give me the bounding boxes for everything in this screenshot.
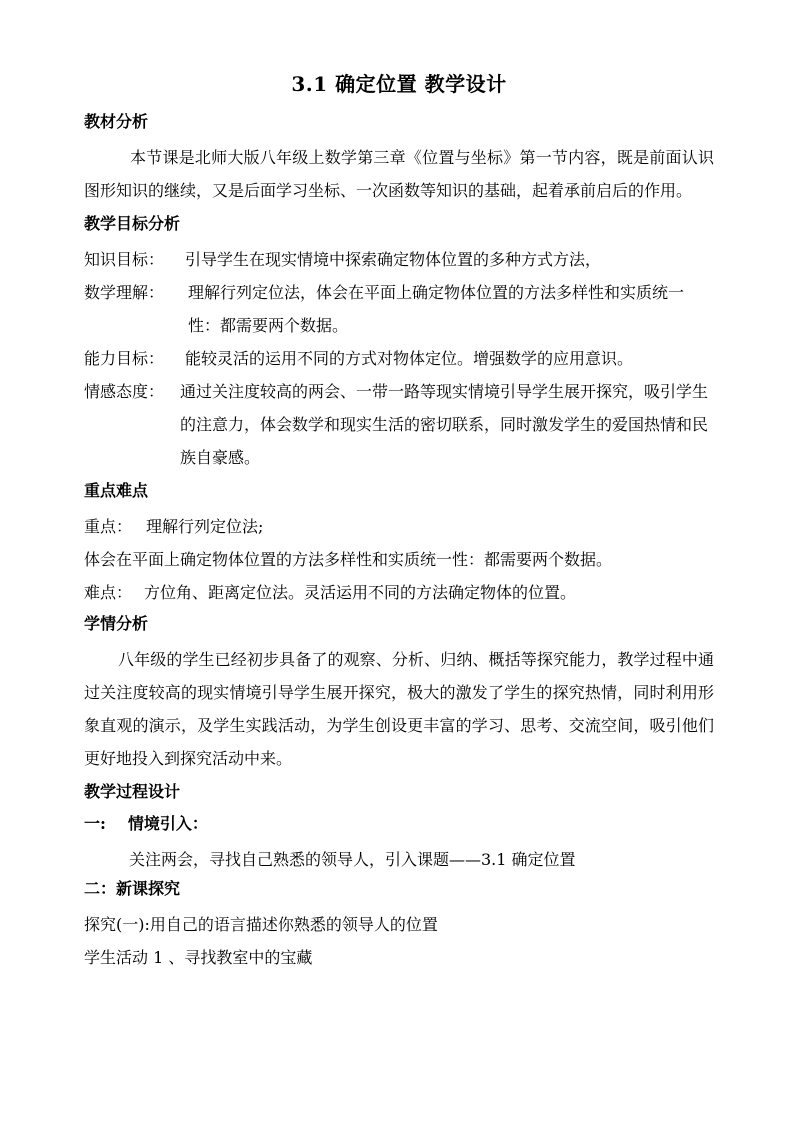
- objective-label: 知识目标：: [84, 250, 165, 269]
- heading-student-analysis: 学情分析: [84, 614, 149, 633]
- objective-row-understanding: [84, 276, 714, 342]
- objective-row-ability: [84, 342, 714, 375]
- objective-value: 通过关注度较高的两会、一带一路等现实情境引导学生展开探究，吸引学生的注意力，体会数学和现实生活的密切联系，同时激发学生的爱国热情和民族自豪感。: [180, 382, 709, 467]
- difficult-point-label: 难点：: [84, 583, 133, 602]
- objective-value: 理解行列定位法，体会在平面上确定物体位置的方法多样性和实质统一性：都需要两个数据。: [188, 283, 685, 335]
- part2-heading: 二：新课探究: [84, 879, 181, 898]
- objective-label: 情感态度：: [84, 382, 165, 401]
- heading-textbook-analysis: 教材分析: [84, 112, 149, 131]
- key-point-extra: 体会在平面上确定物体位置的方法多样性和实质统一性：都需要两个数据。: [84, 550, 613, 569]
- heading-objectives: 教学目标分析: [84, 214, 181, 233]
- objective-label: 能力目标：: [84, 349, 165, 368]
- part1-text: 关注两会，寻找自己熟悉的领导人，引入课题——3.1 确定位置: [129, 850, 576, 869]
- difficult-point-value: 方位角、距离定位法。灵活运用不同的方法确定物体的位置。: [144, 583, 577, 602]
- part1-title: 情境引入：: [127, 814, 208, 833]
- heading-teaching-process: 教学过程设计: [84, 782, 181, 801]
- objective-row-knowledge: [84, 243, 714, 276]
- objective-value: 引导学生在现实情境中探索确定物体位置的多种方式方法，: [185, 250, 602, 269]
- key-point-label: 重点：: [84, 517, 133, 536]
- textbook-analysis-paragraph: 本节课是北师大版八年级上数学第三章《位置与坐标》第一节内容，既是前面认识图形知识的继续，又是后面学习坐标、一次函数等知识的基础，起着承前启后的作用。: [84, 148, 714, 200]
- student-analysis-paragraph: 八年级的学生已经初步具备了的观察、分析、归纳、概括等探究能力，教学过程中通过关注度较高的现实情境引导学生展开探究，极大的激发了学生的探究热情，同时利用形象直观的演示，及学生实践活动，为学生创设更丰富的学习、思考、交流空间，吸引他们更好地投入到探究活动中来。: [84, 650, 714, 768]
- page-title: 3.1 确定位置 教学设计: [291, 72, 507, 96]
- explore1-line: 探究(一):用自己的语言描述你熟悉的领导人的位置: [84, 915, 438, 934]
- key-point-value: 理解行列定位法;: [146, 517, 264, 536]
- part1-label: 一:: [84, 814, 106, 833]
- objective-value: 能较灵活的运用不同的方式对物体定位。增强数学的应用意识。: [185, 349, 634, 368]
- heading-key-difficult: 重点难点: [84, 481, 149, 500]
- key-point-line: [84, 510, 714, 543]
- activity1-line: 学生活动 1 、寻找教室中的宝藏: [84, 948, 313, 967]
- objective-label: 数学理解：: [84, 283, 165, 302]
- part1-heading: [84, 813, 714, 835]
- objective-row-emotion: [84, 375, 714, 474]
- difficult-point-line: [84, 576, 714, 609]
